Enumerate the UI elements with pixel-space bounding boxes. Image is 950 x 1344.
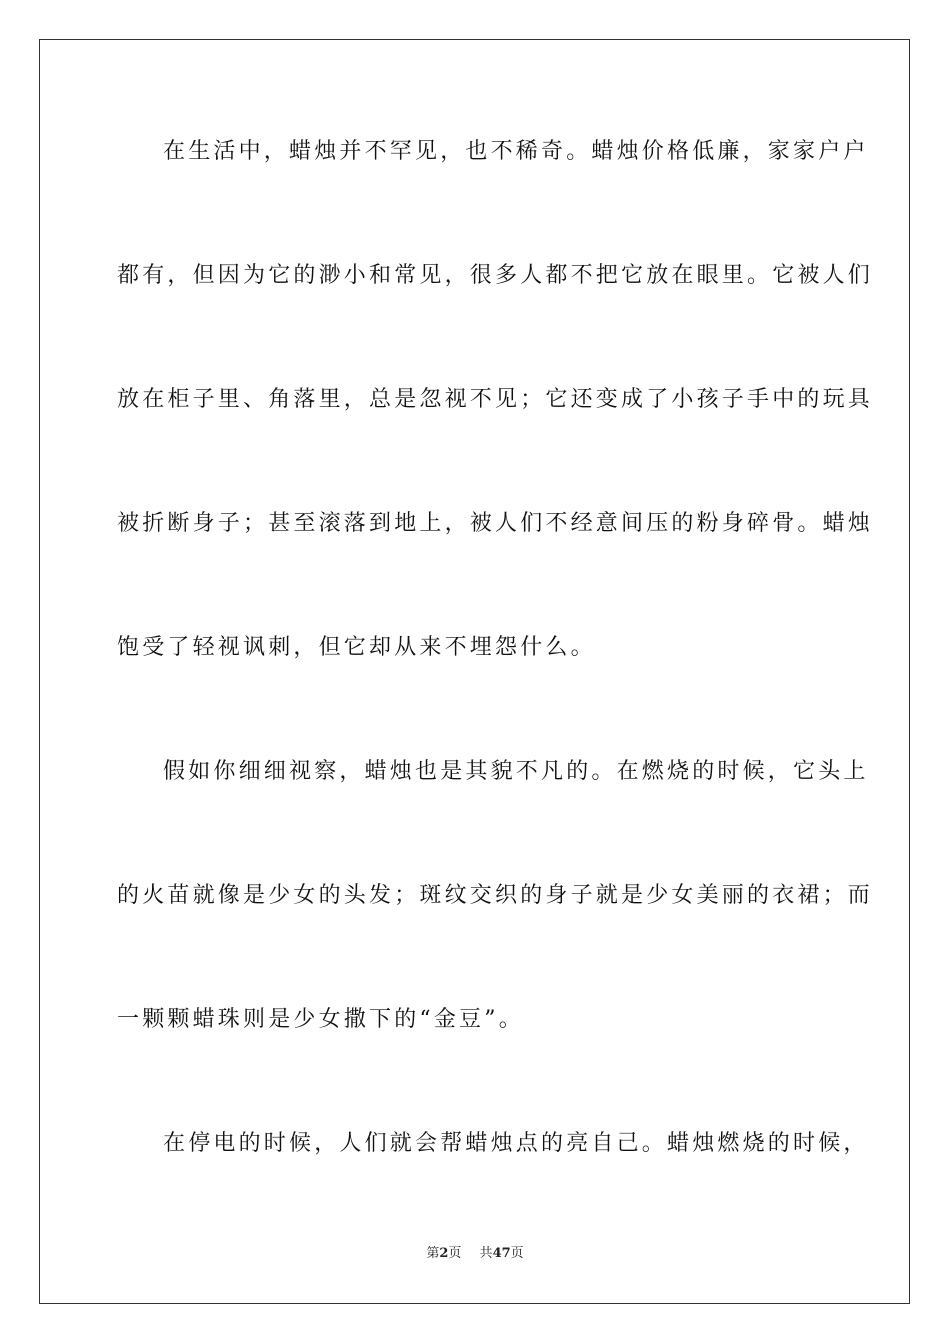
page-footer [0, 1245, 950, 1263]
paragraph-2-line-1: 假如你细细视察，蜡烛也是其貌不凡的。在燃烧的时候，它头上 [163, 759, 869, 784]
paragraph-1-line-4: 被折断身子；甚至滚落到地上，被人们不经意间压的粉身碎骨。蜡烛 [117, 511, 874, 536]
total-pages-indicator [480, 1245, 524, 1263]
page-indicator [426, 1245, 461, 1263]
page-border [39, 39, 910, 1304]
paragraph-1-line-5: 饱受了轻视讽刺，但它却从来不埋怨什么。 [117, 635, 596, 660]
page-suffix: 页 [448, 1246, 462, 1261]
total-prefix: 共 [479, 1246, 493, 1261]
paragraph-2-line-3: 一颗颗蜡珠则是少女撒下的“金豆”。 [117, 1007, 524, 1032]
paragraph-1-line-3: 放在柜子里、角落里，总是忽视不见；它还变成了小孩子手中的玩具 [117, 387, 874, 412]
paragraph-3-line-1: 在停电的时候，人们就会帮蜡烛点的亮自己。蜡烛燃烧的时候， [163, 1131, 869, 1156]
paragraph-2-line-2: 的火苗就像是少女的头发；斑纹交织的身子就是少女美丽的衣裙；而 [117, 883, 874, 908]
total-suffix: 页 [510, 1246, 524, 1261]
page-prefix: 第 [426, 1246, 440, 1261]
paragraph-1-line-1: 在生活中，蜡烛并不罕见，也不稀奇。蜡烛价格低廉，家家户户 [163, 139, 869, 164]
page-number: 2 [439, 1246, 449, 1261]
total-pages: 47 [492, 1246, 511, 1261]
paragraph-1-line-2: 都有，但因为它的渺小和常见，很多人都不把它放在眼里。它被人们 [117, 263, 874, 288]
